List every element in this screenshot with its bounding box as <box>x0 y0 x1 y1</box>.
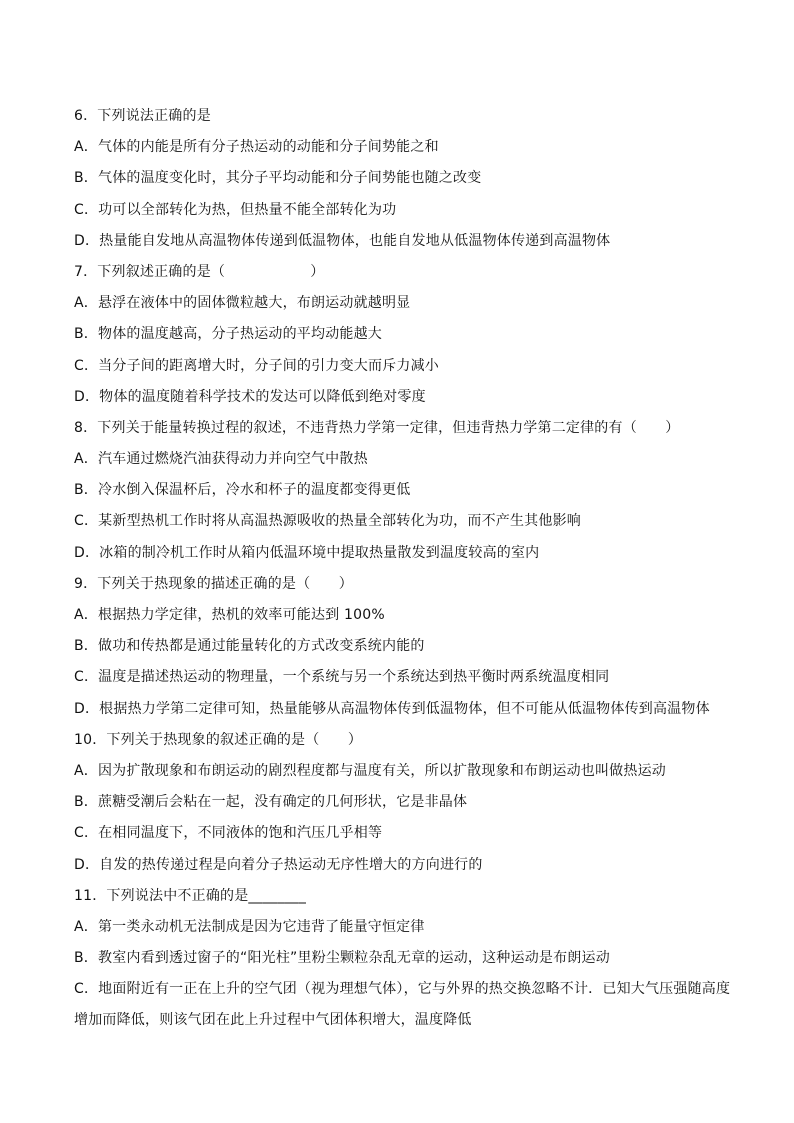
question-7-option-a: A．悬浮在液体中的固体微粒越大，布朗运动就越明显 <box>74 295 411 312</box>
question-9-option-a: A．根据热力学定律，热机的效率可能达到 100% <box>74 607 385 623</box>
question-8-stem: 8．下列关于能量转换过程的叙述，不违背热力学第一定律，但违背热力学第二定律的有（ ） <box>74 419 680 436</box>
question-9-option-b: B．做功和传热都是通过能量转化的方式改变系统内能的 <box>74 638 425 655</box>
question-10-option-b: B．蔗糖受潮后会粘在一起，没有确定的几何形状，它是非晶体 <box>74 794 468 811</box>
question-8-option-c: C．某新型热机工作时将从高温热源吸收的热量全部转化为功，而不产生其他影响 <box>74 513 581 530</box>
question-8-option-a: A．汽车通过燃烧汽油获得动力并向空气中散热 <box>74 451 368 468</box>
question-8-option-b: B．冷水倒入保温杯后，冷水和杯子的温度都变得更低 <box>74 482 411 499</box>
question-10-stem: 10．下列关于热现象的叙述正确的是（ ） <box>74 731 363 748</box>
question-6-stem: 6．下列说法正确的是 <box>74 108 211 124</box>
question-9-option-c: C．温度是描述热运动的物理量，一个系统与另一个系统达到热平衡时两系统温度相同 <box>74 669 610 686</box>
question-11-stem: 11．下列说法中不正确的是________ <box>74 887 307 904</box>
question-9-option-d: D．根据热力学第二定律可知，热量能够从高温物体传到低温物体，但不可能从低温物体传到高温物体 <box>74 700 710 717</box>
question-10-option-d: D．自发的热传递过程是向着分子热运动无序性增大的方向进行的 <box>74 856 483 873</box>
question-6-option-d: D．热量能自发地从高温物体传递到低温物体，也能自发地从低温物体传递到高温物体 <box>74 232 611 249</box>
question-7-stem: 7．下列叙述正确的是（ ） <box>74 263 325 280</box>
question-7-option-d: D．物体的温度随着科学技术的发达可以降低到绝对零度 <box>74 388 426 405</box>
question-list <box>74 101 734 1037</box>
question-7-option-c: C．当分子间的距离增大时，分子间的引力变大而斥力减小 <box>74 357 439 374</box>
question-11-option-c-continued: 增加而降低，则该气团在此上升过程中气团体积增大，温度降低 <box>74 1012 472 1029</box>
question-7-option-b: B．物体的温度越高，分子热运动的平均动能越大 <box>74 326 383 343</box>
question-8-option-d: D．冰箱的制冷机工作时从箱内低温环境中提取热量散发到温度较高的室内 <box>74 544 540 561</box>
question-11-option-c: C．地面附近有一正在上升的空气团（视为理想气体），它与外界的热交换忽略不计．已知大气压强随高度 <box>74 981 731 998</box>
question-10-option-a: A．因为扩散现象和布朗运动的剧烈程度都与温度有关，所以扩散现象和布朗运动也叫做热运动 <box>74 762 666 779</box>
question-10-option-c: C．在相同温度下，不同液体的饱和汽压几乎相等 <box>74 825 383 842</box>
question-6-option-a: A．气体的内能是所有分子热运动的动能和分子间势能之和 <box>74 139 439 156</box>
question-11-option-a: A．第一类永动机无法制成是因为它违背了能量守恒定律 <box>74 918 425 935</box>
question-9-stem: 9．下列关于热现象的描述正确的是（ ） <box>74 575 353 592</box>
question-6-option-c: C．功可以全部转化为热，但热量不能全部转化为功 <box>74 201 397 218</box>
question-6-option-b: B．气体的温度变化时，其分子平均动能和分子间势能也随之改变 <box>74 170 482 187</box>
question-11-option-b: B．教室内看到透过窗子的“阳光柱”里粉尘颗粒杂乱无章的运动，这种运动是布朗运动 <box>74 950 610 967</box>
